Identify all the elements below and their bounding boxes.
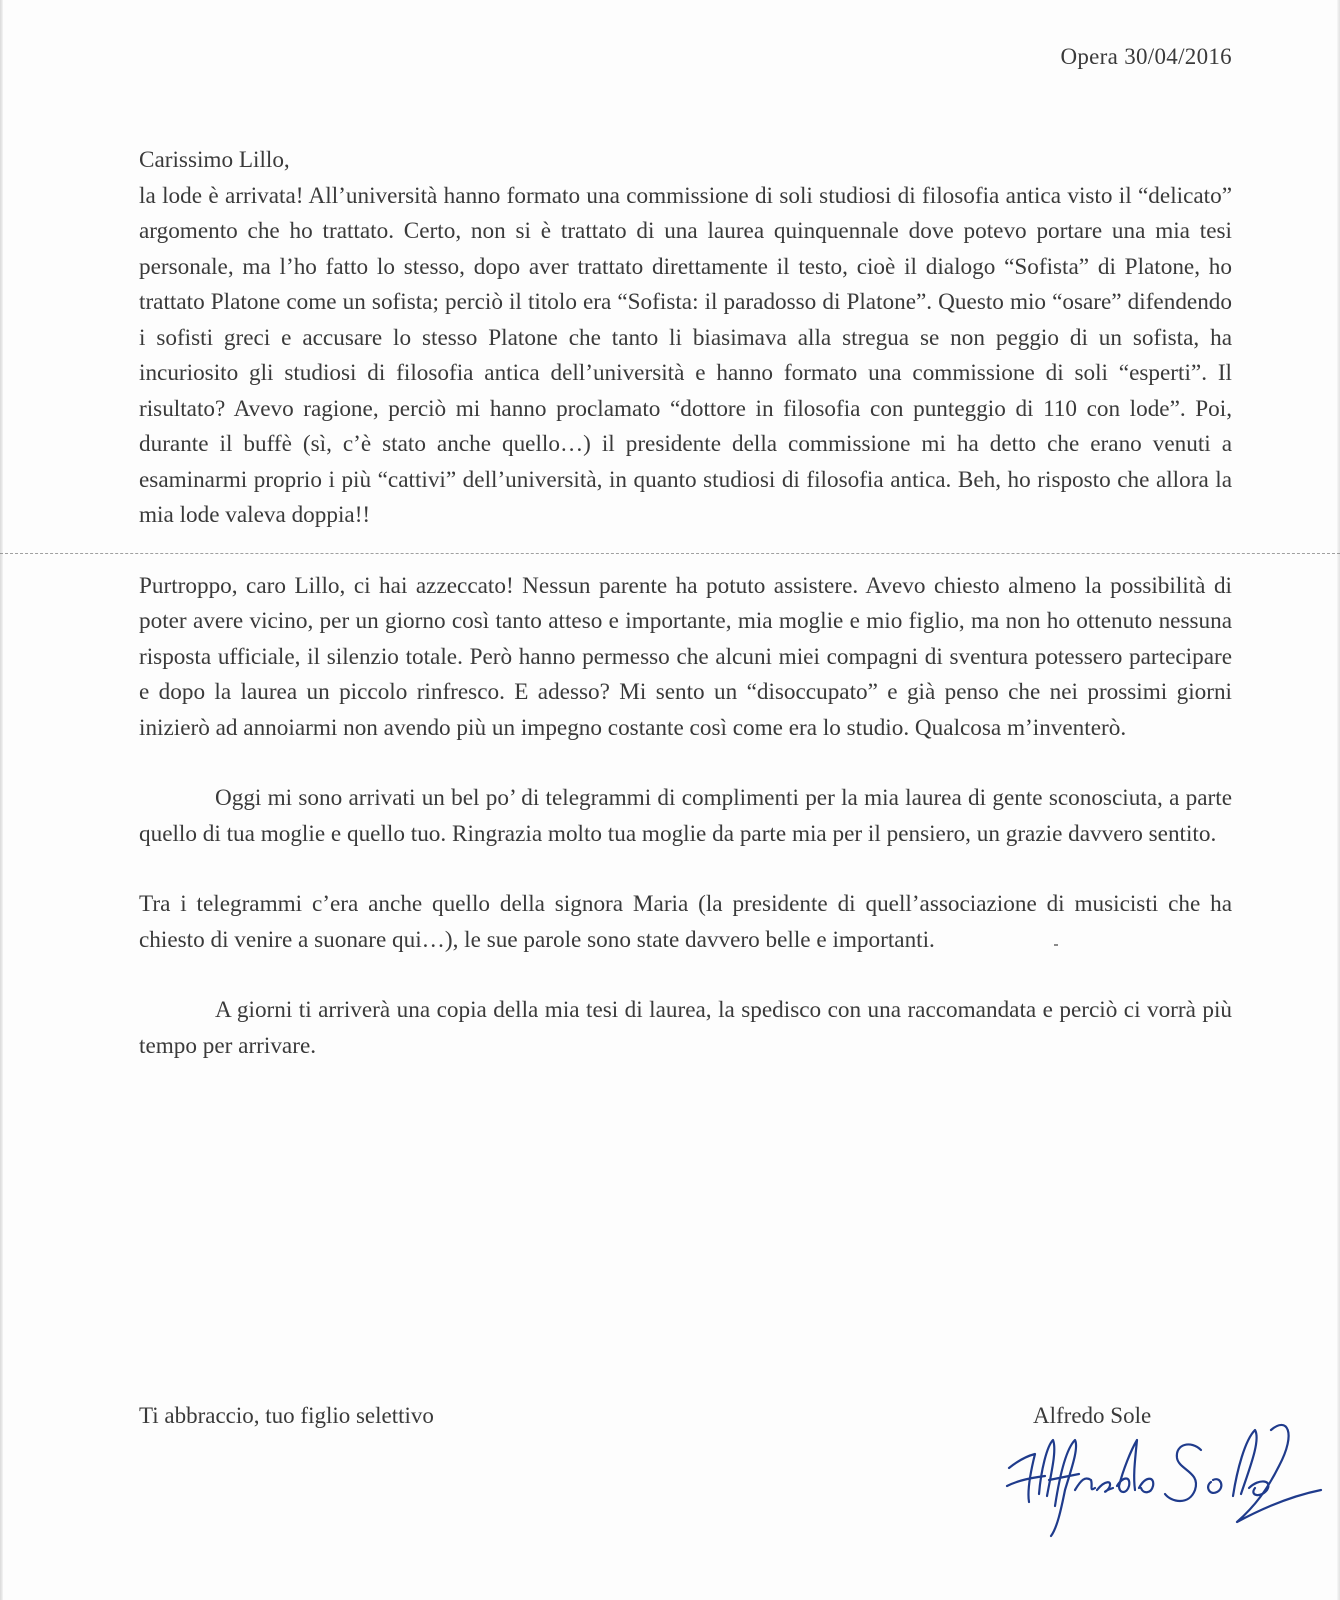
closing-line: Ti abbraccio, tuo figlio selettivo (139, 1403, 434, 1428)
scan-edge-left (0, 0, 3, 1600)
paragraph-telegrams: Oggi mi sono arrivati un bel po’ di telegrammi di complimenti per la mia laurea di gente sconosciuta, a parte quello di tua moglie e quello tuo. Ringrazia molto tua moglie da parte mia per il pensiero, un grazie davvero sentito. (139, 785, 1232, 847)
paragraph-thesis-copy: A giorni ti arriverà una copia della mia tesi di laurea, la spedisco con una raccomandata e perciò ci vorrà più tempo per arrivare. (139, 997, 1232, 1059)
scan-speck (1054, 944, 1058, 946)
paper-fold-line (0, 553, 1340, 554)
handwritten-signature (1005, 1410, 1325, 1550)
paragraph-no-relatives: Purtroppo, caro Lillo, ci hai azzeccato! Nessun parente ha potuto assistere. Avevo chiesto almeno la possibilità di poter avere vicino, per un giorno così tanto atteso e importante, mia moglie e mio figlio, ma non ho ottenuto nessuna risposta ufficiale, il silenzio totale. Però hanno permesso che alcuni miei compagni di sventura potessero partecipare e dopo la laurea un piccolo rinfresco. E adesso? Mi sento un “disoccupato” e già penso che nei prossimi giorni inizierò ad annoiarmi non avendo più un impegno costante così come era lo studio. Qualcosa m’inventerò. (139, 572, 1232, 741)
paragraph-graduation: la lode è arrivata! All’università hanno formato una commissione di soli studiosi di filosofia antica visto il “delicato” argomento che ho trattato. Certo, non si è trattato di una laurea quinquennale dove potevo portare una mia tesi personale, ma l’ho fatto lo stesso, dopo aver trattato direttamente il testo, cioè il dialogo “Sofista” di Platone, ho trattato Platone come un sofista; perciò il titolo era “Sofista: il paradosso di Platone”. Questo mio “osare” difendendo i sofisti greci e accusare lo stesso Platone che tanto li biasimava alla stregua se non peggio di un sofista, ha incuriosito gli studiosi di filosofia antica dell’università e hanno formato una commissione di soli “esperti”. Il risultato? Avevo ragione, perciò mi hanno proclamato “dottore in filosofia con punteggio di 110 con lode”. Poi, durante il buffè (sì, c’è stato anche quello…) il presidente della commissione mi ha detto che erano venuti a esaminarmi proprio i più “cattivi” dell’università, in quanto studiosi di filosofia antica. Beh, ho risposto che allora la mia lode valeva doppia!! (139, 182, 1232, 528)
date-line: Opera 30/04/2016 (1060, 44, 1232, 69)
paragraph-signora-maria: Tra i telegrammi c’era anche quello della signora Maria (la presidente di quell’associazione di musicisti che ha chiesto di venire a suonare qui…), le sue parole sono state davvero belle e importanti. (139, 891, 1232, 953)
salutation: Carissimo Lillo, (139, 147, 290, 173)
letter-body (139, 143, 1232, 1064)
author-name: Alfredo Sole (1033, 1403, 1152, 1428)
